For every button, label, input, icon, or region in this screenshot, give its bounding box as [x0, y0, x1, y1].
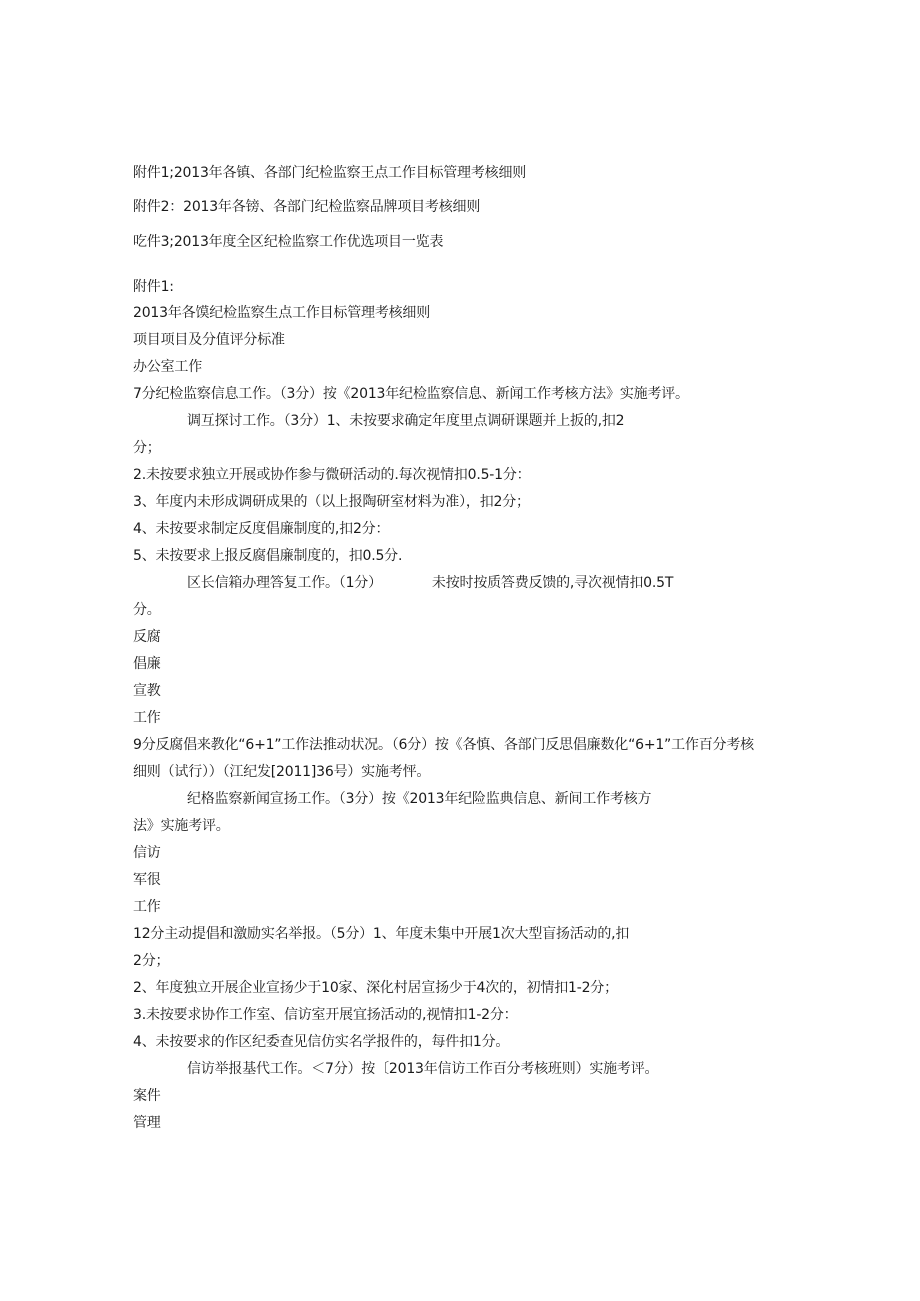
attachment-2-title: 附件2：2013年各镑、各部门纪检监察品牌项目考核细则 — [133, 199, 481, 215]
section-label: 宣教 — [133, 683, 161, 699]
table-header: 项目项目及分值评分标准 — [133, 332, 285, 348]
text-line: 4、未按要求的作区纪委查见信仿实名学报件的，每件扣1分。 — [133, 1034, 510, 1050]
section-label: 管理 — [133, 1115, 161, 1131]
item-mailbox-title: 区长信箱办理答复工作。（1分） — [187, 575, 382, 591]
item-mailbox-criteria: 未按时按质答费反馈的,寻次视情扣0.5T — [431, 575, 674, 591]
item-petition-work: 信访举报基代工作。＜7分）按〔2013年信访工作百分考核班则）实施考评。 — [187, 1061, 659, 1077]
text-line: 法》实施考评。 — [133, 818, 230, 834]
item-report-work: 12分主动提倡和激励实名举报。（5分）1、年度未集中开展1次大型盲扬活动的,扣 — [133, 926, 630, 942]
section-label: 军很 — [133, 872, 161, 888]
item-mailbox-work — [187, 574, 673, 592]
section-label: 案件 — [133, 1088, 161, 1104]
text-line: 4、未按要求制定反度倡廉制度的,扣2分： — [133, 521, 390, 537]
text-line: 5、未按要求上报反腐倡廉制度的，扣0.5分. — [133, 548, 403, 564]
section-label: 倡廉 — [133, 656, 161, 672]
section-label: 信访 — [133, 845, 161, 861]
text-line: 分； — [133, 440, 161, 456]
item-info-work: 7分纪检监察信息工作。（3分）按《2013年纪检监察信息、新闻工作考核方法》实施考评。 — [133, 386, 689, 402]
item-research-work: 调互探讨工作。（3分）1、未按要求确定年度里点调研课题并上扳的,扣2 — [187, 413, 625, 429]
attachment-3-title: 吃件3;2013年度全区纪检监察工作优选项目一览表 — [133, 234, 444, 250]
text-line: 2分； — [133, 953, 170, 969]
text-line: 分。 — [133, 602, 161, 618]
item-news-work: 纪格监察新闻宣扬工作。（3分）按《2013年纪险监典信息、新间工作考核方 — [187, 791, 652, 807]
text-line: 3.未按要求协作工作室、信访室开展宜扬活动的,视情扣1-2分： — [133, 1007, 518, 1023]
text-line: 细则（试行））（江纪发[2011]36号）实施考怦。 — [133, 764, 431, 780]
section-office: 办公室工作 — [133, 359, 202, 375]
item-education-work: 9分反腐倡来教化“6+1”工作法推动状况。（6分）按《各慎、各部门反思倡廉数化“6+1”工作百分考核 — [133, 737, 754, 753]
text-line: 2.未按要求独立开展或协作参与微研活动的.每次视情扣0.5-1分： — [133, 467, 531, 483]
section-label: 反腐 — [133, 629, 161, 645]
section-label: 工作 — [133, 899, 161, 915]
text-line: 2、年度独立开展企业宣扬少于10家、深化村居宣扬少于4次的，初情扣1-2分； — [133, 980, 618, 996]
text-line: 3、年度内未形成调研成果的（以上报陶研室材料为准），扣2分； — [133, 494, 530, 510]
section-label: 工作 — [133, 710, 161, 726]
attachment-label: 附件1: — [133, 279, 174, 295]
document-heading: 2013年各馍纪检监察生点工作目标管理考核细则 — [133, 305, 431, 321]
attachment-1-title: 附件1;2013年各镇、各部门纪检监察王点工作目标管理考核细则 — [133, 165, 527, 181]
